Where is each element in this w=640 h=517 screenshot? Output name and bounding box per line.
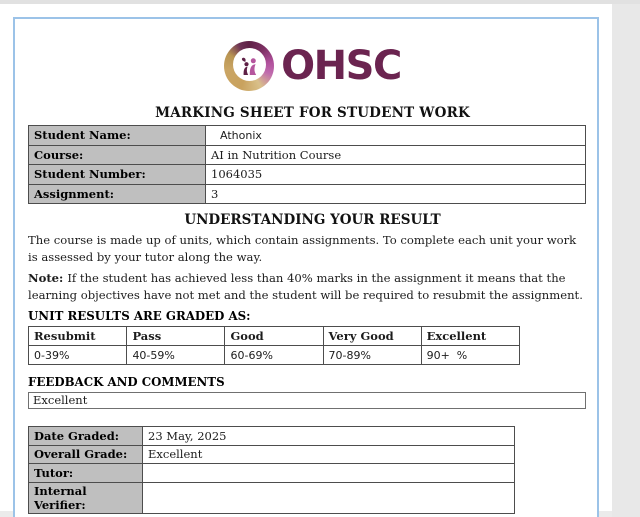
grading-heading: UNIT RESULTS ARE GRADED AS: bbox=[28, 309, 251, 323]
table-row bbox=[29, 482, 515, 513]
grade-range-pass: 40-59% bbox=[127, 346, 225, 365]
table-row bbox=[29, 327, 520, 346]
student-number-label: Student Number: bbox=[29, 165, 206, 185]
grade-range-very-good: 70-89% bbox=[323, 346, 421, 365]
date-graded-value: 23 May, 2025 bbox=[143, 427, 515, 446]
document-page bbox=[13, 17, 599, 517]
tutor-value bbox=[143, 464, 515, 483]
table-row bbox=[29, 464, 515, 483]
date-graded-label: Date Graded: bbox=[29, 427, 143, 446]
feedback-heading: FEEDBACK AND COMMENTS bbox=[28, 375, 225, 389]
course-value: AI in Nutrition Course bbox=[206, 145, 586, 165]
ohsc-logo-text: OHSC bbox=[281, 43, 401, 89]
student-info-table bbox=[28, 125, 586, 204]
feedback-comments-box: Excellent bbox=[28, 392, 586, 409]
intro-paragraph: The course is made up of units, which contain assignments. To complete each unit your work is assessed by your tutor along the way. bbox=[28, 233, 577, 264]
ohsc-logo-icon bbox=[224, 41, 274, 91]
grade-range-resubmit: 0-39% bbox=[29, 346, 127, 365]
table-row bbox=[29, 427, 515, 446]
internal-verifier-label: Internal Verifier: bbox=[29, 482, 143, 513]
section-title: UNDERSTANDING YOUR RESULT bbox=[184, 212, 441, 228]
grade-range-good: 60-69% bbox=[225, 346, 323, 365]
table-row bbox=[29, 126, 586, 146]
note-text: If the student has achieved less than 40% marks in the assignment it means that the learning objectives have not met and the student will be required to resubmit the assignment. bbox=[28, 271, 583, 302]
note-paragraph bbox=[28, 270, 588, 303]
student-name-value: Athonix bbox=[206, 126, 586, 146]
assignment-value: 3 bbox=[206, 184, 586, 204]
grade-header-pass: Pass bbox=[127, 327, 225, 346]
grading-scale-table bbox=[28, 326, 520, 365]
table-row bbox=[29, 346, 520, 365]
ohsc-logo-figures-icon bbox=[233, 48, 266, 81]
document-title: MARKING SHEET FOR STUDENT WORK bbox=[155, 105, 470, 121]
grading-summary-table bbox=[28, 426, 515, 514]
grade-range-excellent: 90+ % bbox=[421, 346, 519, 365]
overall-grade-value: Excellent bbox=[143, 445, 515, 464]
grade-header-very-good: Very Good bbox=[323, 327, 421, 346]
grade-header-good: Good bbox=[225, 327, 323, 346]
overall-grade-label: Overall Grade: bbox=[29, 445, 143, 464]
course-label: Course: bbox=[29, 145, 206, 165]
grade-header-resubmit: Resubmit bbox=[29, 327, 127, 346]
tutor-label: Tutor: bbox=[29, 464, 143, 483]
grade-header-excellent: Excellent bbox=[421, 327, 519, 346]
note-label: Note: bbox=[28, 271, 64, 285]
table-row bbox=[29, 165, 586, 185]
ohsc-logo bbox=[28, 40, 597, 92]
internal-verifier-value bbox=[143, 482, 515, 513]
table-row bbox=[29, 184, 586, 204]
student-number-value: 1064035 bbox=[206, 165, 586, 185]
scroll-gutter bbox=[612, 4, 640, 517]
table-row bbox=[29, 145, 586, 165]
assignment-label: Assignment: bbox=[29, 184, 206, 204]
window-top-edge bbox=[0, 0, 640, 4]
student-name-label: Student Name: bbox=[29, 126, 206, 146]
table-row bbox=[29, 445, 515, 464]
